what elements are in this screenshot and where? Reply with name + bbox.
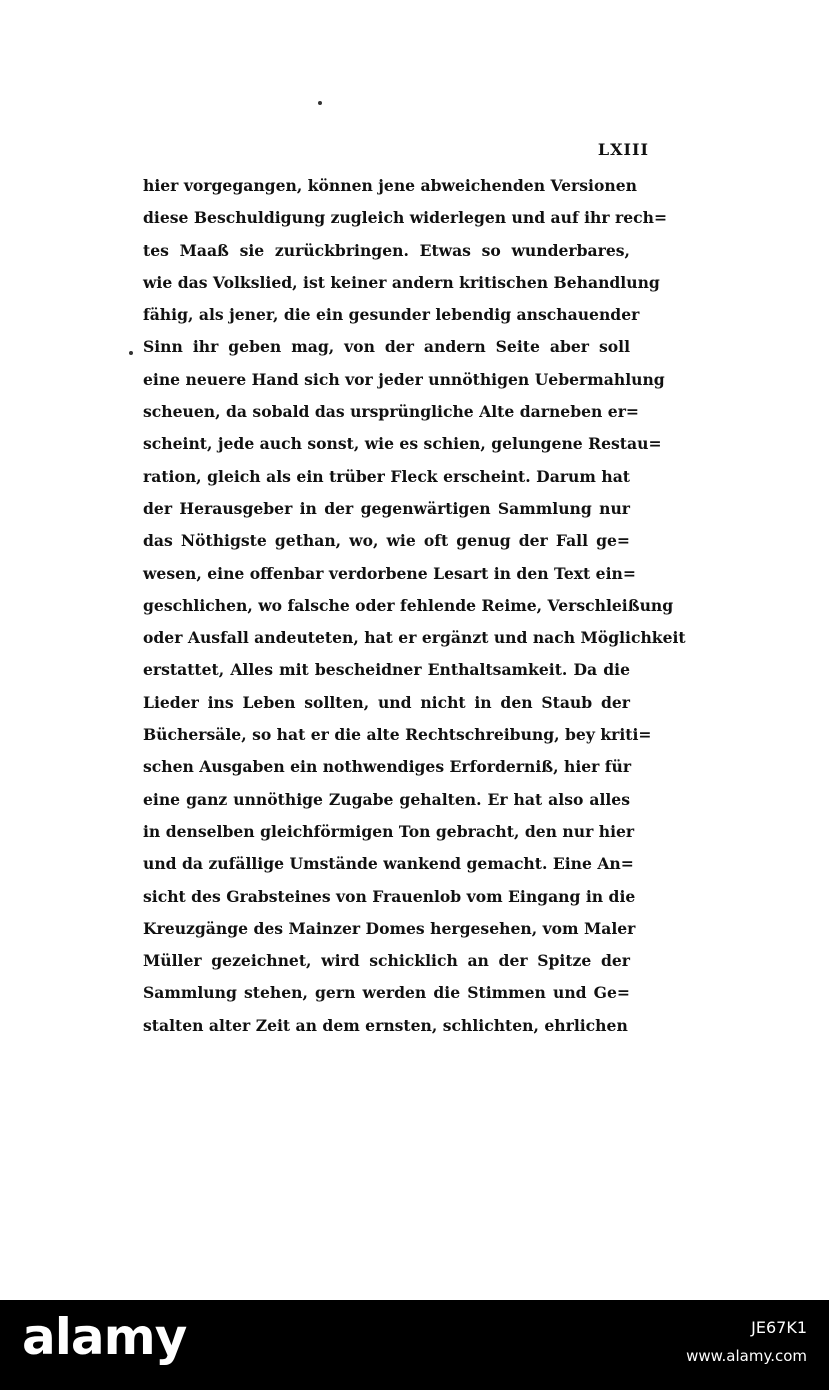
text-line: sicht des Grabsteines von Frauenlob vom Eingang in die: [143, 886, 636, 906]
text-line: scheuen, da sobald das ursprüngliche Alte darneben er=: [143, 402, 639, 422]
text-line: Müller gezeichnet, wird schicklich an der Spitze der: [143, 951, 630, 971]
text-line: erstattet, Alles mit bescheidner Enthaltsamkeit. Da die: [143, 660, 630, 680]
text-line: geschlichen, wo falsche oder fehlende Reime, Verschleißung: [143, 595, 674, 615]
text-line: und da zufällige Umstände wankend gemacht. Eine An=: [143, 854, 634, 874]
text-line: Kreuzgänge des Mainzer Domes hergesehen, vom Maler: [143, 918, 636, 938]
watermark-url: www.alamy.com: [686, 1347, 807, 1365]
text-line: Lieder ins Leben sollten, und nicht in den Staub der: [143, 692, 630, 712]
watermark-image-id: JE67K1: [751, 1318, 807, 1337]
stray-ink-dot: [318, 101, 322, 105]
text-line: Sammlung stehen, gern werden die Stimmen und Ge=: [143, 983, 630, 1003]
text-line: eine neuere Hand sich vor jeder unnöthigen Uebermahlung: [143, 369, 665, 389]
text-line: eine ganz unnöthige Zugabe gehalten. Er hat also alles: [143, 789, 630, 809]
text-line: in denselben gleichförmigen Ton gebracht, den nur hier: [143, 821, 635, 841]
text-line: oder Ausfall andeuteten, hat er ergänzt und nach Möglichkeit: [143, 628, 686, 648]
stray-ink-dot: [129, 351, 133, 355]
text-line: schen Ausgaben ein nothwendiges Erforderniß, hier für: [143, 757, 632, 777]
text-line: wesen, eine offenbar verdorbene Lesart in den Text ein=: [143, 563, 636, 583]
text-line: der Herausgeber in der gegenwärtigen Sammlung nur: [143, 498, 630, 518]
text-line: scheint, jede auch sonst, wie es schien, gelungene Restau=: [143, 434, 662, 454]
text-line: stalten alter Zeit an dem ernsten, schlichten, ehrlichen: [143, 1015, 628, 1035]
watermark-logo: alamy: [22, 1308, 187, 1366]
text-line: hier vorgegangen, können jene abweichenden Versionen: [143, 176, 637, 195]
text-line: Büchersäle, so hat er die alte Rechtschreibung, bey kriti=: [143, 725, 652, 745]
text-line: wie das Volkslied, ist keiner andern kritischen Behandlung: [143, 272, 660, 292]
text-line: das Nöthigste gethan, wo, wie oft genug der Fall ge=: [143, 531, 630, 551]
body-text: [143, 170, 686, 1042]
text-line: ration, gleich als ein trüber Fleck erscheint. Darum hat: [143, 466, 630, 486]
text-line: diese Beschuldigung zugleich widerlegen und auf ihr rech=: [143, 208, 668, 228]
page-number: LXIII: [597, 140, 649, 159]
text-line: tes Maaß sie zurückbringen. Etwas so wunderbares,: [143, 240, 630, 260]
text-line: Sinn ihr geben mag, von der andern Seite aber soll: [143, 337, 630, 357]
text-line: fähig, als jener, die ein gesunder lebendig anschauender: [143, 305, 640, 325]
